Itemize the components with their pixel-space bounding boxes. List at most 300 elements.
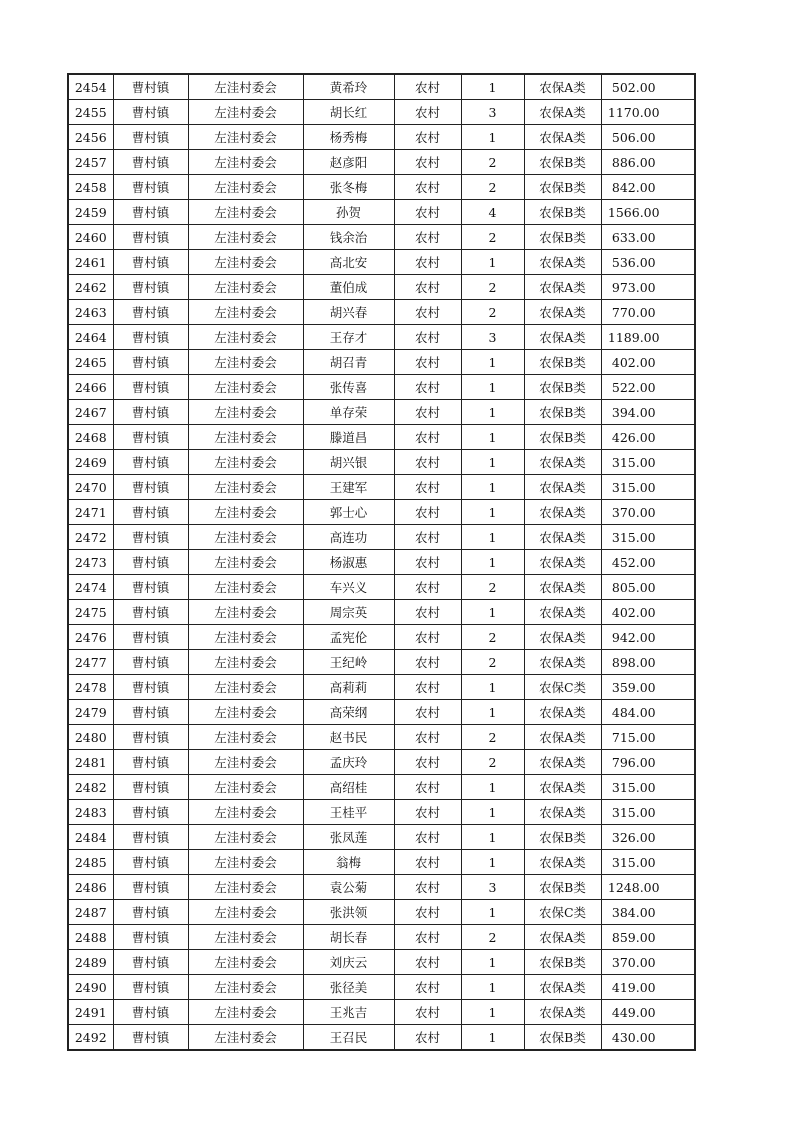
village-committee-cell: 左洼村委会 — [188, 475, 303, 500]
row-number: 2459 — [68, 200, 113, 225]
row-number: 2460 — [68, 225, 113, 250]
area-type-cell: 农村 — [394, 325, 461, 350]
town-cell: 曹村镇 — [113, 950, 188, 975]
table-row — [68, 750, 695, 775]
name-cell: 张传喜 — [303, 375, 394, 400]
name-cell: 单存荣 — [303, 400, 394, 425]
village-committee-cell: 左洼村委会 — [188, 275, 303, 300]
insurance-category-cell: 农保B类 — [524, 150, 601, 175]
name-cell: 周宗英 — [303, 600, 394, 625]
household-count-cell: 1 — [461, 375, 524, 400]
table-row — [68, 74, 695, 100]
table-row — [68, 625, 695, 650]
table-row — [68, 375, 695, 400]
village-committee-cell: 左洼村委会 — [188, 950, 303, 975]
area-type-cell: 农村 — [394, 800, 461, 825]
table-row — [68, 100, 695, 125]
household-count-cell: 2 — [461, 925, 524, 950]
town-cell: 曹村镇 — [113, 350, 188, 375]
insurance-category-cell: 农保A类 — [524, 600, 601, 625]
insurance-category-cell: 农保B类 — [524, 875, 601, 900]
row-number: 2483 — [68, 800, 113, 825]
town-cell: 曹村镇 — [113, 550, 188, 575]
household-count-cell: 1 — [461, 450, 524, 475]
household-count-cell: 1 — [461, 975, 524, 1000]
table-row — [68, 975, 695, 1000]
town-cell: 曹村镇 — [113, 225, 188, 250]
village-committee-cell: 左洼村委会 — [188, 775, 303, 800]
household-count-cell: 2 — [461, 650, 524, 675]
table-row — [68, 950, 695, 975]
amount-cell: 370.00 — [601, 500, 695, 525]
area-type-cell: 农村 — [394, 250, 461, 275]
insurance-category-cell: 农保A类 — [524, 775, 601, 800]
row-number: 2486 — [68, 875, 113, 900]
name-cell: 王纪岭 — [303, 650, 394, 675]
name-cell: 杨秀梅 — [303, 125, 394, 150]
insurance-category-cell: 农保A类 — [524, 800, 601, 825]
amount-cell: 770.00 — [601, 300, 695, 325]
area-type-cell: 农村 — [394, 600, 461, 625]
table-row — [68, 575, 695, 600]
town-cell: 曹村镇 — [113, 400, 188, 425]
insurance-category-cell: 农保B类 — [524, 200, 601, 225]
household-count-cell: 2 — [461, 275, 524, 300]
household-count-cell: 1 — [461, 1000, 524, 1025]
area-type-cell: 农村 — [394, 475, 461, 500]
village-committee-cell: 左洼村委会 — [188, 300, 303, 325]
name-cell: 车兴义 — [303, 575, 394, 600]
table-row — [68, 500, 695, 525]
row-number: 2481 — [68, 750, 113, 775]
row-number: 2492 — [68, 1025, 113, 1051]
household-count-cell: 3 — [461, 325, 524, 350]
insurance-category-cell: 农保A类 — [524, 925, 601, 950]
row-number: 2475 — [68, 600, 113, 625]
town-cell: 曹村镇 — [113, 475, 188, 500]
row-number: 2484 — [68, 825, 113, 850]
amount-cell: 315.00 — [601, 850, 695, 875]
town-cell: 曹村镇 — [113, 750, 188, 775]
insurance-category-cell: 农保A类 — [524, 1000, 601, 1025]
table-row — [68, 900, 695, 925]
table-row — [68, 700, 695, 725]
insurance-category-cell: 农保A类 — [524, 750, 601, 775]
area-type-cell: 农村 — [394, 1025, 461, 1051]
table-row — [68, 225, 695, 250]
town-cell: 曹村镇 — [113, 775, 188, 800]
area-type-cell: 农村 — [394, 825, 461, 850]
amount-cell: 1189.00 — [601, 325, 695, 350]
village-committee-cell: 左洼村委会 — [188, 1025, 303, 1051]
table-row — [68, 275, 695, 300]
row-number: 2474 — [68, 575, 113, 600]
insurance-category-cell: 农保A类 — [524, 450, 601, 475]
name-cell: 胡长春 — [303, 925, 394, 950]
table-row — [68, 775, 695, 800]
town-cell: 曹村镇 — [113, 175, 188, 200]
household-count-cell: 1 — [461, 600, 524, 625]
town-cell: 曹村镇 — [113, 800, 188, 825]
table-row — [68, 300, 695, 325]
row-number: 2490 — [68, 975, 113, 1000]
insurance-category-cell: 农保B类 — [524, 425, 601, 450]
amount-cell: 536.00 — [601, 250, 695, 275]
table-row — [68, 600, 695, 625]
insurance-category-cell: 农保B类 — [524, 825, 601, 850]
insurance-category-cell: 农保A类 — [524, 575, 601, 600]
town-cell: 曹村镇 — [113, 725, 188, 750]
town-cell: 曹村镇 — [113, 900, 188, 925]
village-committee-cell: 左洼村委会 — [188, 450, 303, 475]
village-committee-cell: 左洼村委会 — [188, 600, 303, 625]
village-committee-cell: 左洼村委会 — [188, 650, 303, 675]
row-number: 2467 — [68, 400, 113, 425]
amount-cell: 796.00 — [601, 750, 695, 775]
insurance-category-cell: 农保A类 — [524, 975, 601, 1000]
household-count-cell: 2 — [461, 175, 524, 200]
village-committee-cell: 左洼村委会 — [188, 900, 303, 925]
household-count-cell: 1 — [461, 425, 524, 450]
household-count-cell: 1 — [461, 250, 524, 275]
insurance-category-cell: 农保A类 — [524, 625, 601, 650]
table-row — [68, 325, 695, 350]
row-number: 2477 — [68, 650, 113, 675]
household-count-cell: 1 — [461, 950, 524, 975]
roster-table — [67, 73, 696, 1051]
table-row — [68, 525, 695, 550]
table-row — [68, 1000, 695, 1025]
area-type-cell: 农村 — [394, 675, 461, 700]
insurance-category-cell: 农保B类 — [524, 400, 601, 425]
village-committee-cell: 左洼村委会 — [188, 100, 303, 125]
insurance-category-cell: 农保A类 — [524, 300, 601, 325]
amount-cell: 633.00 — [601, 225, 695, 250]
amount-cell: 715.00 — [601, 725, 695, 750]
table-row — [68, 650, 695, 675]
table-row — [68, 350, 695, 375]
amount-cell: 315.00 — [601, 800, 695, 825]
area-type-cell: 农村 — [394, 150, 461, 175]
area-type-cell: 农村 — [394, 300, 461, 325]
row-number: 2478 — [68, 675, 113, 700]
name-cell: 黄希玲 — [303, 74, 394, 100]
amount-cell: 430.00 — [601, 1025, 695, 1051]
area-type-cell: 农村 — [394, 625, 461, 650]
amount-cell: 484.00 — [601, 700, 695, 725]
row-number: 2458 — [68, 175, 113, 200]
area-type-cell: 农村 — [394, 225, 461, 250]
row-number: 2480 — [68, 725, 113, 750]
household-count-cell: 1 — [461, 825, 524, 850]
name-cell: 王兆吉 — [303, 1000, 394, 1025]
area-type-cell: 农村 — [394, 775, 461, 800]
household-count-cell: 2 — [461, 575, 524, 600]
insurance-category-cell: 农保A类 — [524, 275, 601, 300]
insurance-category-cell: 农保A类 — [524, 325, 601, 350]
town-cell: 曹村镇 — [113, 125, 188, 150]
village-committee-cell: 左洼村委会 — [188, 625, 303, 650]
name-cell: 孙贺 — [303, 200, 394, 225]
amount-cell: 973.00 — [601, 275, 695, 300]
name-cell: 王召民 — [303, 1025, 394, 1051]
name-cell: 赵彦阳 — [303, 150, 394, 175]
name-cell: 张冬梅 — [303, 175, 394, 200]
town-cell: 曹村镇 — [113, 500, 188, 525]
area-type-cell: 农村 — [394, 275, 461, 300]
row-number: 2455 — [68, 100, 113, 125]
area-type-cell: 农村 — [394, 375, 461, 400]
table-row — [68, 150, 695, 175]
area-type-cell: 农村 — [394, 450, 461, 475]
amount-cell: 315.00 — [601, 475, 695, 500]
town-cell: 曹村镇 — [113, 1025, 188, 1051]
name-cell: 杨淑惠 — [303, 550, 394, 575]
name-cell: 赵书民 — [303, 725, 394, 750]
town-cell: 曹村镇 — [113, 275, 188, 300]
village-committee-cell: 左洼村委会 — [188, 350, 303, 375]
household-count-cell: 1 — [461, 1025, 524, 1051]
name-cell: 刘庆云 — [303, 950, 394, 975]
area-type-cell: 农村 — [394, 74, 461, 100]
household-count-cell: 1 — [461, 775, 524, 800]
row-number: 2479 — [68, 700, 113, 725]
row-number: 2489 — [68, 950, 113, 975]
town-cell: 曹村镇 — [113, 600, 188, 625]
amount-cell: 805.00 — [601, 575, 695, 600]
amount-cell: 370.00 — [601, 950, 695, 975]
amount-cell: 315.00 — [601, 450, 695, 475]
amount-cell: 1170.00 — [601, 100, 695, 125]
amount-cell: 359.00 — [601, 675, 695, 700]
row-number: 2488 — [68, 925, 113, 950]
area-type-cell: 农村 — [394, 650, 461, 675]
row-number: 2457 — [68, 150, 113, 175]
name-cell: 胡召青 — [303, 350, 394, 375]
name-cell: 胡兴银 — [303, 450, 394, 475]
town-cell: 曹村镇 — [113, 925, 188, 950]
insurance-category-cell: 农保A类 — [524, 725, 601, 750]
area-type-cell: 农村 — [394, 850, 461, 875]
table-row — [68, 450, 695, 475]
town-cell: 曹村镇 — [113, 450, 188, 475]
insurance-category-cell: 农保A类 — [524, 74, 601, 100]
village-committee-cell: 左洼村委会 — [188, 250, 303, 275]
name-cell: 胡兴春 — [303, 300, 394, 325]
insurance-category-cell: 农保A类 — [524, 125, 601, 150]
insurance-category-cell: 农保A类 — [524, 550, 601, 575]
insurance-category-cell: 农保B类 — [524, 350, 601, 375]
household-count-cell: 2 — [461, 300, 524, 325]
table-row — [68, 725, 695, 750]
row-number: 2473 — [68, 550, 113, 575]
town-cell: 曹村镇 — [113, 325, 188, 350]
household-count-cell: 2 — [461, 725, 524, 750]
household-count-cell: 3 — [461, 875, 524, 900]
area-type-cell: 农村 — [394, 1000, 461, 1025]
name-cell: 张径美 — [303, 975, 394, 1000]
area-type-cell: 农村 — [394, 700, 461, 725]
insurance-category-cell: 农保A类 — [524, 475, 601, 500]
household-count-cell: 2 — [461, 750, 524, 775]
village-committee-cell: 左洼村委会 — [188, 225, 303, 250]
amount-cell: 402.00 — [601, 600, 695, 625]
household-count-cell: 2 — [461, 225, 524, 250]
area-type-cell: 农村 — [394, 550, 461, 575]
town-cell: 曹村镇 — [113, 300, 188, 325]
village-committee-cell: 左洼村委会 — [188, 675, 303, 700]
town-cell: 曹村镇 — [113, 700, 188, 725]
roster-body — [68, 74, 695, 1050]
town-cell: 曹村镇 — [113, 525, 188, 550]
name-cell: 高北安 — [303, 250, 394, 275]
area-type-cell: 农村 — [394, 125, 461, 150]
area-type-cell: 农村 — [394, 525, 461, 550]
town-cell: 曹村镇 — [113, 375, 188, 400]
town-cell: 曹村镇 — [113, 675, 188, 700]
village-committee-cell: 左洼村委会 — [188, 825, 303, 850]
village-committee-cell: 左洼村委会 — [188, 750, 303, 775]
row-number: 2470 — [68, 475, 113, 500]
household-count-cell: 1 — [461, 525, 524, 550]
town-cell: 曹村镇 — [113, 150, 188, 175]
town-cell: 曹村镇 — [113, 975, 188, 1000]
amount-cell: 1566.00 — [601, 200, 695, 225]
row-number: 2476 — [68, 625, 113, 650]
row-number: 2471 — [68, 500, 113, 525]
household-count-cell: 2 — [461, 625, 524, 650]
insurance-category-cell: 农保A类 — [524, 850, 601, 875]
household-count-cell: 1 — [461, 500, 524, 525]
area-type-cell: 农村 — [394, 925, 461, 950]
row-number: 2461 — [68, 250, 113, 275]
town-cell: 曹村镇 — [113, 625, 188, 650]
amount-cell: 942.00 — [601, 625, 695, 650]
household-count-cell: 1 — [461, 400, 524, 425]
area-type-cell: 农村 — [394, 200, 461, 225]
town-cell: 曹村镇 — [113, 425, 188, 450]
household-count-cell: 1 — [461, 350, 524, 375]
village-committee-cell: 左洼村委会 — [188, 150, 303, 175]
name-cell: 钱余治 — [303, 225, 394, 250]
village-committee-cell: 左洼村委会 — [188, 925, 303, 950]
household-count-cell: 1 — [461, 675, 524, 700]
village-committee-cell: 左洼村委会 — [188, 74, 303, 100]
table-row — [68, 250, 695, 275]
row-number: 2472 — [68, 525, 113, 550]
household-count-cell: 1 — [461, 475, 524, 500]
amount-cell: 506.00 — [601, 125, 695, 150]
town-cell: 曹村镇 — [113, 825, 188, 850]
insurance-category-cell: 农保B类 — [524, 225, 601, 250]
village-committee-cell: 左洼村委会 — [188, 500, 303, 525]
town-cell: 曹村镇 — [113, 74, 188, 100]
name-cell: 孟庆玲 — [303, 750, 394, 775]
area-type-cell: 农村 — [394, 900, 461, 925]
insurance-category-cell: 农保B类 — [524, 175, 601, 200]
amount-cell: 384.00 — [601, 900, 695, 925]
village-committee-cell: 左洼村委会 — [188, 575, 303, 600]
amount-cell: 402.00 — [601, 350, 695, 375]
area-type-cell: 农村 — [394, 100, 461, 125]
row-number: 2462 — [68, 275, 113, 300]
household-count-cell: 1 — [461, 700, 524, 725]
village-committee-cell: 左洼村委会 — [188, 375, 303, 400]
village-committee-cell: 左洼村委会 — [188, 425, 303, 450]
row-number: 2464 — [68, 325, 113, 350]
name-cell: 翁梅 — [303, 850, 394, 875]
village-committee-cell: 左洼村委会 — [188, 550, 303, 575]
amount-cell: 522.00 — [601, 375, 695, 400]
name-cell: 张洪领 — [303, 900, 394, 925]
row-number: 2468 — [68, 425, 113, 450]
village-committee-cell: 左洼村委会 — [188, 725, 303, 750]
household-count-cell: 1 — [461, 850, 524, 875]
insurance-category-cell: 农保A类 — [524, 525, 601, 550]
amount-cell: 315.00 — [601, 525, 695, 550]
row-number: 2487 — [68, 900, 113, 925]
table-row — [68, 125, 695, 150]
name-cell: 滕道昌 — [303, 425, 394, 450]
amount-cell: 315.00 — [601, 775, 695, 800]
town-cell: 曹村镇 — [113, 1000, 188, 1025]
area-type-cell: 农村 — [394, 725, 461, 750]
table-row — [68, 425, 695, 450]
village-committee-cell: 左洼村委会 — [188, 850, 303, 875]
area-type-cell: 农村 — [394, 425, 461, 450]
area-type-cell: 农村 — [394, 175, 461, 200]
amount-cell: 859.00 — [601, 925, 695, 950]
table-row — [68, 800, 695, 825]
town-cell: 曹村镇 — [113, 850, 188, 875]
name-cell: 高绍桂 — [303, 775, 394, 800]
household-count-cell: 1 — [461, 125, 524, 150]
insurance-category-cell: 农保A类 — [524, 650, 601, 675]
household-count-cell: 1 — [461, 900, 524, 925]
household-count-cell: 1 — [461, 550, 524, 575]
village-committee-cell: 左洼村委会 — [188, 325, 303, 350]
area-type-cell: 农村 — [394, 875, 461, 900]
table-row — [68, 825, 695, 850]
town-cell: 曹村镇 — [113, 650, 188, 675]
village-committee-cell: 左洼村委会 — [188, 525, 303, 550]
row-number: 2485 — [68, 850, 113, 875]
row-number: 2469 — [68, 450, 113, 475]
household-count-cell: 1 — [461, 800, 524, 825]
household-count-cell: 3 — [461, 100, 524, 125]
table-row — [68, 675, 695, 700]
town-cell: 曹村镇 — [113, 575, 188, 600]
town-cell: 曹村镇 — [113, 875, 188, 900]
table-row — [68, 200, 695, 225]
table-row — [68, 875, 695, 900]
insurance-category-cell: 农保A类 — [524, 250, 601, 275]
row-number: 2491 — [68, 1000, 113, 1025]
amount-cell: 452.00 — [601, 550, 695, 575]
amount-cell: 419.00 — [601, 975, 695, 1000]
amount-cell: 449.00 — [601, 1000, 695, 1025]
name-cell: 高莉莉 — [303, 675, 394, 700]
household-count-cell: 4 — [461, 200, 524, 225]
village-committee-cell: 左洼村委会 — [188, 175, 303, 200]
insurance-category-cell: 农保B类 — [524, 950, 601, 975]
row-number: 2463 — [68, 300, 113, 325]
name-cell: 胡长红 — [303, 100, 394, 125]
name-cell: 王存才 — [303, 325, 394, 350]
village-committee-cell: 左洼村委会 — [188, 1000, 303, 1025]
insurance-category-cell: 农保A类 — [524, 100, 601, 125]
name-cell: 郭士心 — [303, 500, 394, 525]
